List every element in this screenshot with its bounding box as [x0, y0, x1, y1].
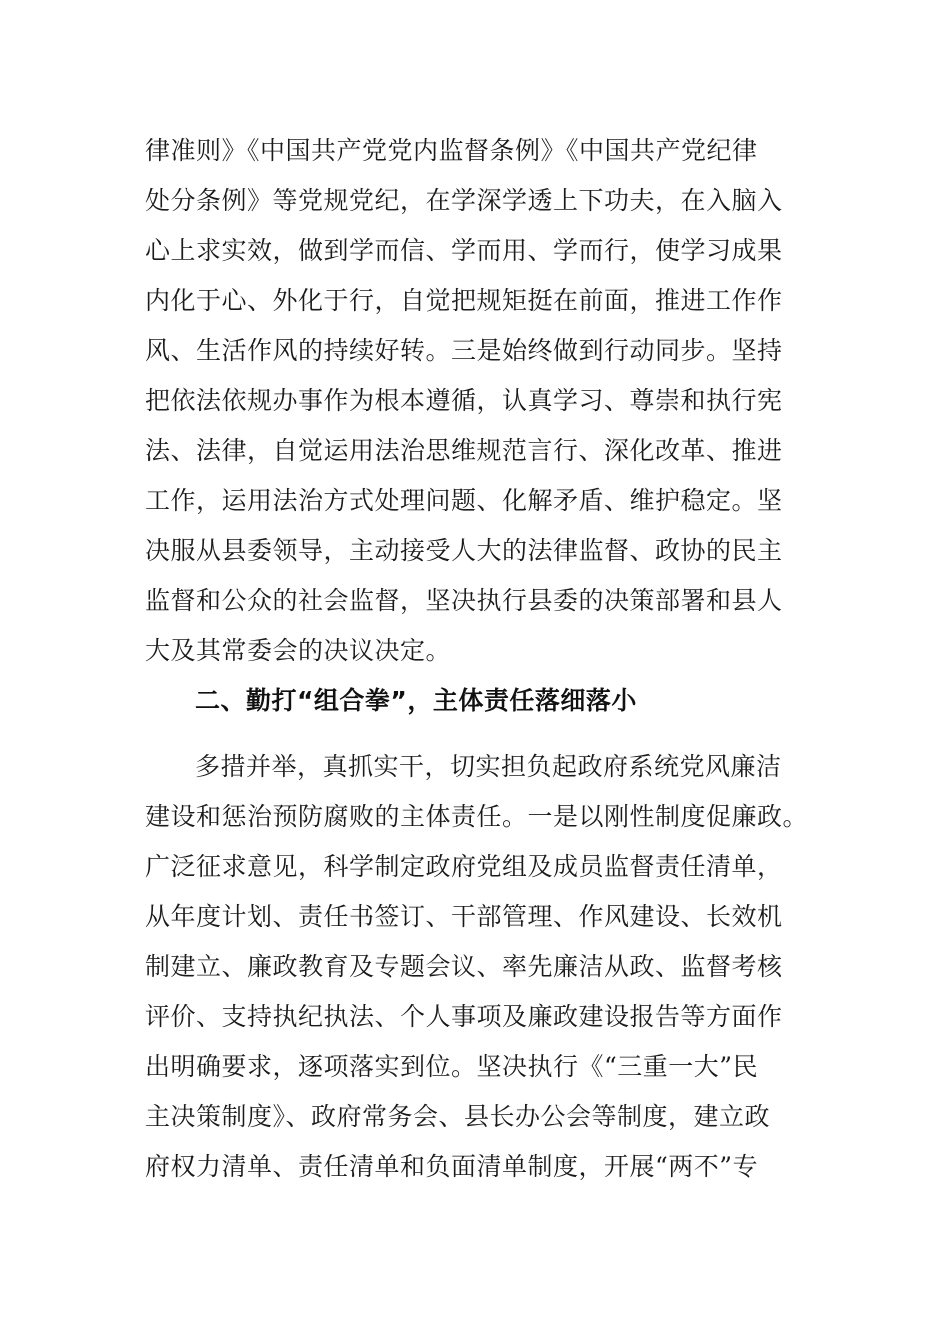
paragraph-line: 内化于心、外化于行，自觉把规矩挺在前面，推进工作作 [145, 286, 783, 315]
paragraph-line: 主决策制度》、政府常务会、县长办公会等制度，建立政 [145, 1102, 771, 1131]
paragraph-line: 大及其常委会的决议决定。 [145, 636, 452, 665]
paragraph-line: 心上求实效，做到学而信、学而用、学而行，使学习成果 [145, 236, 783, 265]
paragraph-line: 风、生活作风的持续好转。三是始终做到行动同步。坚持 [145, 336, 783, 365]
paragraph-line: 工作，运用法治方式处理问题、化解矛盾、维护稳定。坚 [145, 486, 783, 515]
paragraph-line: 制建立、廉政教育及专题会议、率先廉洁从政、监督考核 [145, 952, 783, 981]
paragraph-line: 广泛征求意见，科学制定政府党组及成员监督责任清单， [145, 852, 783, 881]
paragraph-line: 处分条例》等党规党纪，在学深学透上下功夫，在入脑入 [145, 186, 783, 215]
paragraph-line: 监督和公众的社会监督，坚决执行县委的决策部署和县人 [145, 586, 783, 615]
paragraph-line: 从年度计划、责任书签订、干部管理、作风建设、长效机 [145, 902, 783, 931]
paragraph-line: 出明确要求，逐项落实到位。坚决执行《“三重一大”民 [145, 1052, 759, 1081]
paragraph-line: 多措并举，真抓实干，切实担负起政府系统党风廉洁 [195, 752, 782, 781]
section-heading: 二、勤打“组合拳”，主体责任落细落小 [195, 686, 637, 715]
paragraph-line: 法、法律，自觉运用法治思维规范言行、深化改革、推进 [145, 436, 783, 465]
paragraph-line: 决服从县委领导，主动接受人大的法律监督、政协的民主 [145, 536, 783, 565]
paragraph-line: 评价、支持执纪执法、个人事项及廉政建设报告等方面作 [145, 1002, 783, 1031]
paragraph-line: 律准则》《中国共产党党内监督条例》《中国共产党纪律 [145, 136, 758, 165]
paragraph-line: 建设和惩治预防腐败的主体责任。一是以刚性制度促廉政。 [145, 802, 809, 831]
paragraph-line: 把依法依规办事作为根本遵循，认真学习、尊崇和执行宪 [145, 386, 783, 415]
paragraph-line: 府权力清单、责任清单和负面清单制度，开展“两不”专 [145, 1152, 759, 1181]
